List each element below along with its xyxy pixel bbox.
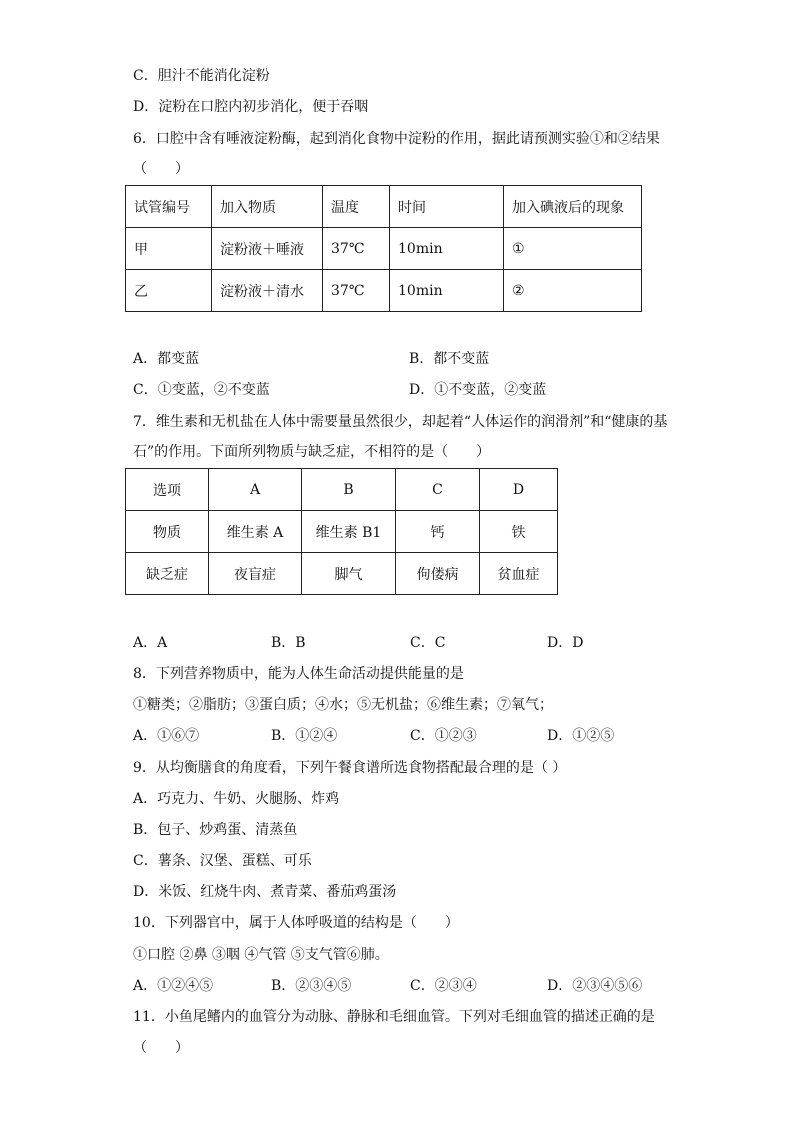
q7-option-b[interactable]: B．B (271, 635, 306, 651)
table-cell: 佝偻病 (396, 553, 480, 595)
q7-option-d[interactable]: D．D (547, 635, 584, 651)
table-cell: 甲 (126, 228, 212, 270)
table-cell: 37℃ (323, 228, 390, 270)
table-cell: 10min (390, 228, 504, 270)
q6-options-row2 (133, 381, 693, 399)
q6-experiment-table (125, 185, 642, 312)
q8-option-c[interactable]: C．①②③ (410, 728, 477, 744)
table-row (126, 469, 558, 511)
header-cell: 加入物质 (212, 186, 323, 228)
q10-option-b[interactable]: B．②③④⑤ (271, 978, 352, 994)
table-cell: 铁 (480, 511, 558, 553)
q8-option-d[interactable]: D．①②⑤ (547, 728, 615, 744)
table-row (126, 270, 642, 312)
q10-stem: 10．下列器官中，属于人体呼吸道的结构是（ ） (133, 915, 459, 931)
q5-option-d: D．淀粉在口腔内初步消化，便于吞咽 (133, 99, 369, 115)
q11-answer-paren: （ ） (133, 1040, 189, 1056)
q8-option-b[interactable]: B．①②④ (271, 728, 338, 744)
q9-stem: 9．从均衡膳食的角度看，下列午餐食谱所选食物搭配最合理的是（ ） (133, 760, 567, 776)
table-cell: 乙 (126, 270, 212, 312)
table-row (126, 228, 642, 270)
q6-option-b[interactable]: B．都不变蓝 (409, 351, 490, 367)
q10-option-d[interactable]: D．②③④⑤⑥ (547, 978, 643, 994)
table-cell: 37℃ (323, 270, 390, 312)
q8-items: ①糖类；②脂肪；③蛋白质；④水；⑤无机盐；⑥维生素；⑦氧气； (133, 697, 553, 713)
table-cell: 贫血症 (480, 553, 558, 595)
table-cell: 维生素 A (209, 511, 302, 553)
table-cell: 物质 (126, 511, 209, 553)
table-cell: 淀粉液＋唾液 (212, 228, 323, 270)
q11-stem: 11．小鱼尾鳍内的血管分为动脉、静脉和毛细血管。下列对毛细血管的描述正确的是 (133, 1009, 655, 1025)
q9-option-b[interactable]: B．包子、炒鸡蛋、清蒸鱼 (133, 822, 298, 838)
q9-option-c[interactable]: C．薯条、汉堡、蛋糕、可乐 (133, 853, 312, 869)
q10-option-a[interactable]: A．①②④⑤ (133, 978, 214, 994)
table-cell: 维生素 B1 (302, 511, 396, 553)
table-cell: 10min (390, 270, 504, 312)
table-cell: ① (504, 228, 642, 270)
header-cell: 试管编号 (126, 186, 212, 228)
q10-options-row (133, 977, 693, 995)
q9-option-a[interactable]: A．巧克力、牛奶、火腿肠、炸鸡 (133, 791, 340, 807)
table-row (126, 553, 558, 595)
q5-option-c: C．胆汁不能消化淀粉 (133, 68, 270, 84)
q10-option-c[interactable]: C．②③④ (410, 978, 477, 994)
table-row (126, 511, 558, 553)
table-cell: 脚气 (302, 553, 396, 595)
q8-options-row (133, 727, 693, 745)
q6-options-row1 (133, 350, 693, 368)
table-cell: 选项 (126, 469, 209, 511)
q6-stem: 6．口腔中含有唾液淀粉酶，起到消化食物中淀粉的作用，据此请预测实验①和②结果 (133, 131, 660, 147)
table-cell: ② (504, 270, 642, 312)
table-cell: 夜盲症 (209, 553, 302, 595)
table-cell: 淀粉液＋清水 (212, 270, 323, 312)
q6-option-a[interactable]: A．都变蓝 (133, 351, 200, 367)
table-cell: 钙 (396, 511, 480, 553)
table-cell: C (396, 469, 480, 511)
header-cell: 温度 (323, 186, 390, 228)
table-cell: 缺乏症 (126, 553, 209, 595)
q7-option-a[interactable]: A．A (133, 635, 168, 651)
q8-option-a[interactable]: A．①⑥⑦ (133, 728, 200, 744)
q6-option-c[interactable]: C．①变蓝，②不变蓝 (133, 382, 270, 398)
q7-stem-line1: 7．维生素和无机盐在人体中需要量虽然很少，却起着“人体运作的润滑剂”和“健康的基 (133, 414, 668, 430)
table-cell: B (302, 469, 396, 511)
table-cell: A (209, 469, 302, 511)
q10-items: ①口腔 ②鼻 ③咽 ④气管 ⑤支气管⑥肺。 (133, 947, 389, 963)
q7-options-row (133, 634, 693, 652)
header-cell: 时间 (390, 186, 504, 228)
q6-option-d[interactable]: D．①不变蓝，②变蓝 (409, 382, 547, 398)
table-cell: D (480, 469, 558, 511)
q7-stem-line2: 石”的作用。下面所列物质与缺乏症，不相符的是（ ） (133, 444, 491, 460)
q6-answer-paren: （ ） (133, 161, 189, 177)
q7-option-c[interactable]: C．C (410, 635, 446, 651)
q9-option-d[interactable]: D．米饭、红烧牛肉、煮青菜、番茄鸡蛋汤 (133, 884, 397, 900)
q7-vitamin-table (125, 468, 558, 595)
header-cell: 加入碘液后的现象 (504, 186, 642, 228)
q8-stem: 8．下列营养物质中，能为人体生命活动提供能量的是 (133, 666, 464, 682)
table-header-row (126, 186, 642, 228)
